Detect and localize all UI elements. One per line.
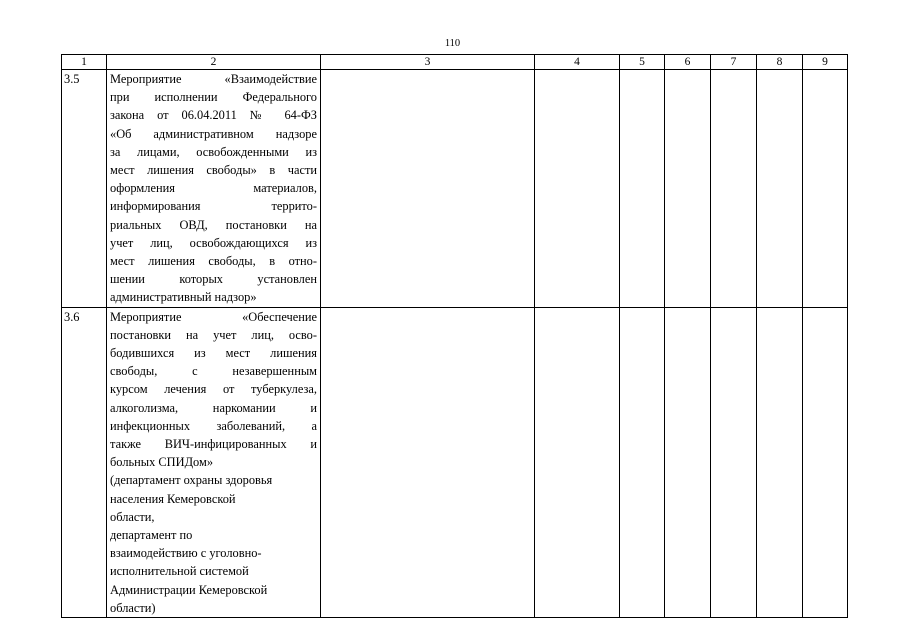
column-header: 9 <box>803 55 848 70</box>
empty-cell <box>620 70 665 308</box>
row-number: 3.5 <box>62 70 107 308</box>
description-line: курсом лечения от туберкулеза, <box>110 382 317 397</box>
description-line: Мероприятие «Взаимодействие <box>110 72 317 86</box>
description-line: Мероприятие «Обеспечение <box>110 309 317 324</box>
table-header-row <box>62 55 848 70</box>
column-header: 2 <box>107 55 321 70</box>
description-line: постановки на учет лиц, осво- <box>110 327 317 342</box>
description-line: области) <box>110 600 156 615</box>
description-line: шении которых установлен <box>110 272 317 287</box>
empty-cell <box>665 70 711 308</box>
description-line: области, <box>110 509 155 524</box>
description-line: исполнительной системой <box>110 564 249 579</box>
empty-cell <box>757 70 803 308</box>
description-line: населения Кемеровской <box>110 491 236 506</box>
table-row <box>62 70 848 308</box>
empty-cell <box>535 307 620 617</box>
description-line: больных СПИДом» <box>110 455 214 470</box>
empty-cell <box>711 70 757 308</box>
measure-description <box>107 307 321 617</box>
measures-table <box>61 54 848 618</box>
description-line: алкоголизма, наркомании и <box>110 400 317 415</box>
description-line: риальных ОВД, постановки на <box>110 217 317 232</box>
description-line: инфекционных заболеваний, а <box>110 418 317 433</box>
column-header: 5 <box>620 55 665 70</box>
empty-cell <box>535 70 620 308</box>
description-line: закона от 06.04.2011 № 64-ФЗ <box>110 108 317 123</box>
description-line: мест лишения свободы» в части <box>110 163 317 178</box>
description-line: департамент по <box>110 528 193 543</box>
empty-cell <box>321 307 535 617</box>
column-header: 6 <box>665 55 711 70</box>
column-header: 7 <box>711 55 757 70</box>
empty-cell <box>803 307 848 617</box>
description-line: информирования террито- <box>110 199 317 214</box>
description-line: административный надзор» <box>110 290 257 305</box>
table-row <box>62 307 848 617</box>
description-line: мест лишения свободы, в отно- <box>110 254 317 269</box>
empty-cell <box>711 307 757 617</box>
column-header: 1 <box>62 55 107 70</box>
empty-cell <box>620 307 665 617</box>
empty-cell <box>321 70 535 308</box>
description-line: также ВИЧ-инфицированных и <box>110 437 317 452</box>
description-line: Администрации Кемеровской <box>110 582 268 597</box>
description-line: «Об административном надзоре <box>110 126 317 141</box>
description-line: (департамент охраны здоровья <box>110 473 273 488</box>
measure-description <box>107 70 321 308</box>
row-number: 3.6 <box>62 307 107 617</box>
description-line: учет лиц, освобождающихся из <box>110 235 317 250</box>
description-line: взаимодействию с уголовно- <box>110 546 262 561</box>
description-line: свободы, с незавершенным <box>110 364 317 379</box>
description-line: оформления материалов, <box>110 181 317 196</box>
column-header: 3 <box>321 55 535 70</box>
empty-cell <box>665 307 711 617</box>
description-line: при исполнении Федерального <box>110 90 317 105</box>
column-header: 4 <box>535 55 620 70</box>
empty-cell <box>757 307 803 617</box>
empty-cell <box>803 70 848 308</box>
column-header: 8 <box>757 55 803 70</box>
description-line: бодившихся из мест лишения <box>110 346 317 361</box>
description-line: за лицами, освобожденными из <box>110 144 317 159</box>
page-number: 110 <box>444 38 461 49</box>
